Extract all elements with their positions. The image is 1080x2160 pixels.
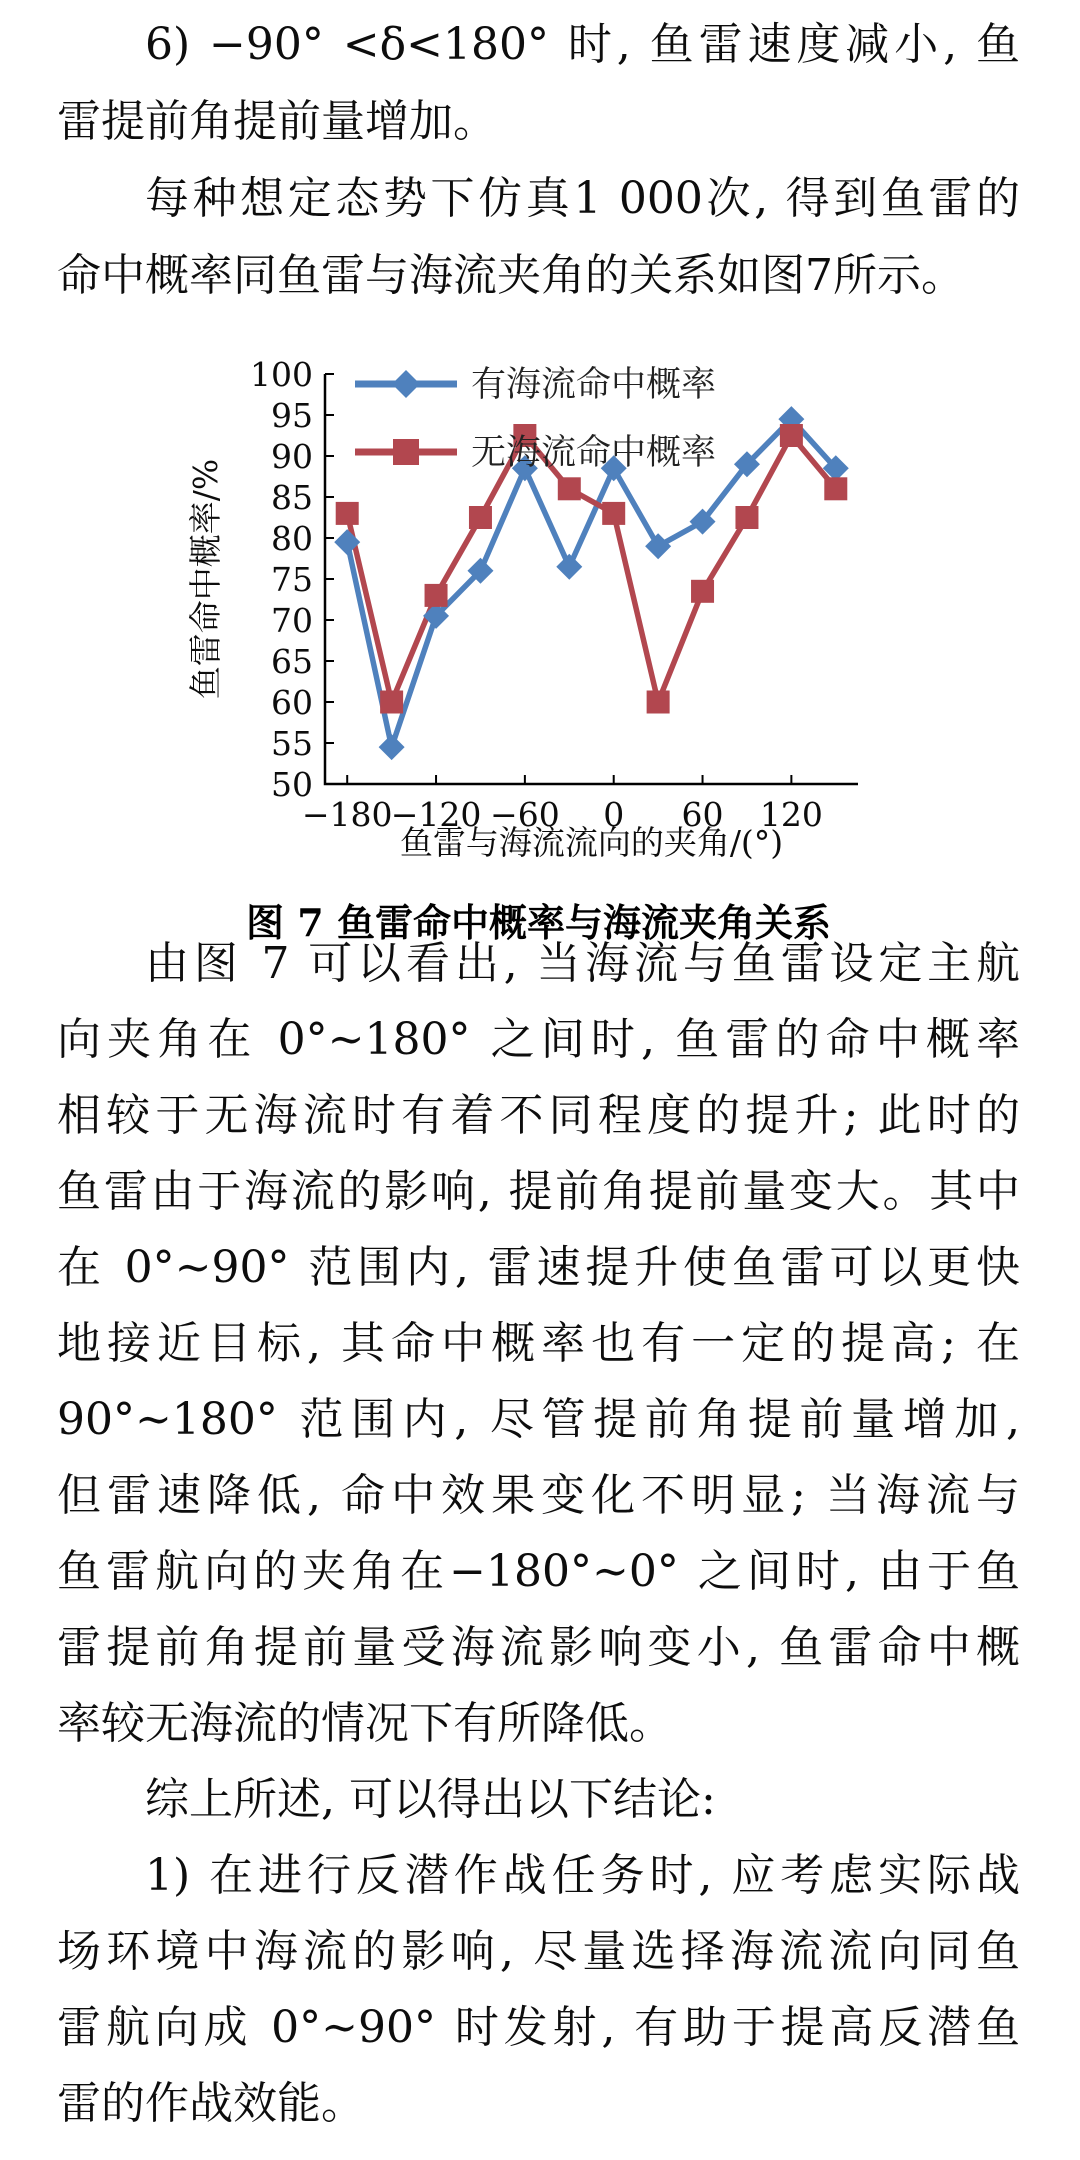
legend-item bbox=[355, 433, 716, 473]
x-tick-label: −60 bbox=[490, 795, 560, 834]
text-line: 场环境中海流的影响, 尽量选择海流流向同鱼 bbox=[57, 1926, 1020, 1977]
text-line: 雷提前角提前量增加。 bbox=[57, 96, 497, 147]
text-line: 1) 在进行反潜作战任务时, 应考虑实际战 bbox=[145, 1850, 1020, 1901]
body-text-below-figure bbox=[57, 926, 1020, 2142]
chart-container bbox=[165, 330, 885, 875]
hit-probability-line-chart bbox=[165, 330, 885, 875]
data-point-marker bbox=[602, 502, 625, 525]
y-tick-label: 80 bbox=[271, 519, 313, 558]
y-tick-label: 100 bbox=[250, 355, 313, 394]
data-point-marker bbox=[780, 424, 803, 447]
y-tick-label: 55 bbox=[271, 724, 313, 763]
diamond-marker-icon bbox=[392, 370, 420, 398]
text-line: 由图 7 可以看出, 当海流与鱼雷设定主航 bbox=[145, 938, 1020, 989]
text-line: 命中概率同鱼雷与海流夹角的关系如图7所示。 bbox=[57, 250, 965, 301]
data-point-marker bbox=[425, 584, 448, 607]
text-line: 但雷速降低, 命中效果变化不明显; 当海流与 bbox=[57, 1470, 1020, 1521]
text-line: 90°~180° 范围内, 尽管提前角提前量增加, bbox=[57, 1394, 1020, 1445]
legend-label: 有海流命中概率 bbox=[471, 365, 717, 405]
x-tick-label: 0 bbox=[603, 795, 625, 834]
legend-item bbox=[355, 365, 716, 405]
y-tick-label: 65 bbox=[271, 642, 313, 681]
data-point-marker bbox=[380, 691, 403, 714]
text-line: 6) −90° <δ<180° 时, 鱼雷速度减小, 鱼 bbox=[145, 19, 1020, 70]
data-point-marker bbox=[558, 477, 581, 500]
y-tick-label: 60 bbox=[271, 683, 313, 722]
y-tick-label: 90 bbox=[271, 437, 313, 476]
data-point-marker bbox=[469, 506, 492, 529]
y-tick-label: 75 bbox=[271, 560, 313, 599]
data-point-marker bbox=[379, 734, 405, 760]
x-tick-label: −180 bbox=[301, 795, 393, 834]
square-marker-icon bbox=[393, 439, 419, 465]
data-point-marker bbox=[824, 477, 847, 500]
data-point-marker bbox=[556, 554, 582, 580]
text-line: 相较于无海流时有着不同程度的提升; 此时的 bbox=[57, 1090, 1020, 1141]
figure-caption: 图 7 鱼雷命中概率与海流夹角关系 bbox=[246, 900, 831, 945]
body-text-above-figure bbox=[57, 6, 1020, 314]
x-tick-label: 120 bbox=[759, 795, 823, 834]
data-point-marker bbox=[691, 580, 714, 603]
text-line: 每种想定态势下仿真1 000次, 得到鱼雷的 bbox=[145, 173, 1020, 224]
y-axis-label: 鱼雷命中概率/% bbox=[186, 458, 225, 700]
text-line: 率较无海流的情况下有所降低。 bbox=[57, 1698, 673, 1749]
x-axis-label: 鱼雷与海流流向的夹角/(°) bbox=[399, 823, 784, 862]
data-point-marker bbox=[735, 506, 758, 529]
y-tick-label: 85 bbox=[271, 478, 313, 517]
text-line: 鱼雷由于海流的影响, 提前角提前量变大。其中 bbox=[57, 1166, 1020, 1217]
y-tick-label: 70 bbox=[271, 601, 313, 640]
data-point-marker bbox=[645, 533, 671, 559]
text-line: 雷航向成 0°~90° 时发射, 有助于提高反潜鱼 bbox=[57, 2002, 1020, 2053]
data-point-marker bbox=[647, 691, 670, 714]
legend-label: 无海流命中概率 bbox=[471, 433, 717, 473]
x-tick-label: −120 bbox=[390, 795, 482, 834]
x-tick-label: 60 bbox=[681, 795, 724, 834]
text-line: 雷提前角提前量受海流影响变小, 鱼雷命中概 bbox=[57, 1622, 1020, 1673]
text-line: 鱼雷航向的夹角在−180°~0° 之间时, 由于鱼 bbox=[57, 1546, 1020, 1597]
text-line: 综上所述, 可以得出以下结论: bbox=[145, 1774, 716, 1825]
text-line: 在 0°~90° 范围内, 雷速提升使鱼雷可以更快 bbox=[57, 1242, 1020, 1293]
data-point-marker bbox=[336, 502, 359, 525]
text-line: 向夹角在 0°~180° 之间时, 鱼雷的命中概率 bbox=[57, 1014, 1020, 1065]
text-line: 地接近目标, 其命中概率也有一定的提高; 在 bbox=[57, 1318, 1020, 1369]
y-tick-label: 95 bbox=[271, 396, 313, 435]
text-line: 雷的作战效能。 bbox=[57, 2078, 365, 2129]
y-tick-label: 50 bbox=[271, 765, 313, 804]
